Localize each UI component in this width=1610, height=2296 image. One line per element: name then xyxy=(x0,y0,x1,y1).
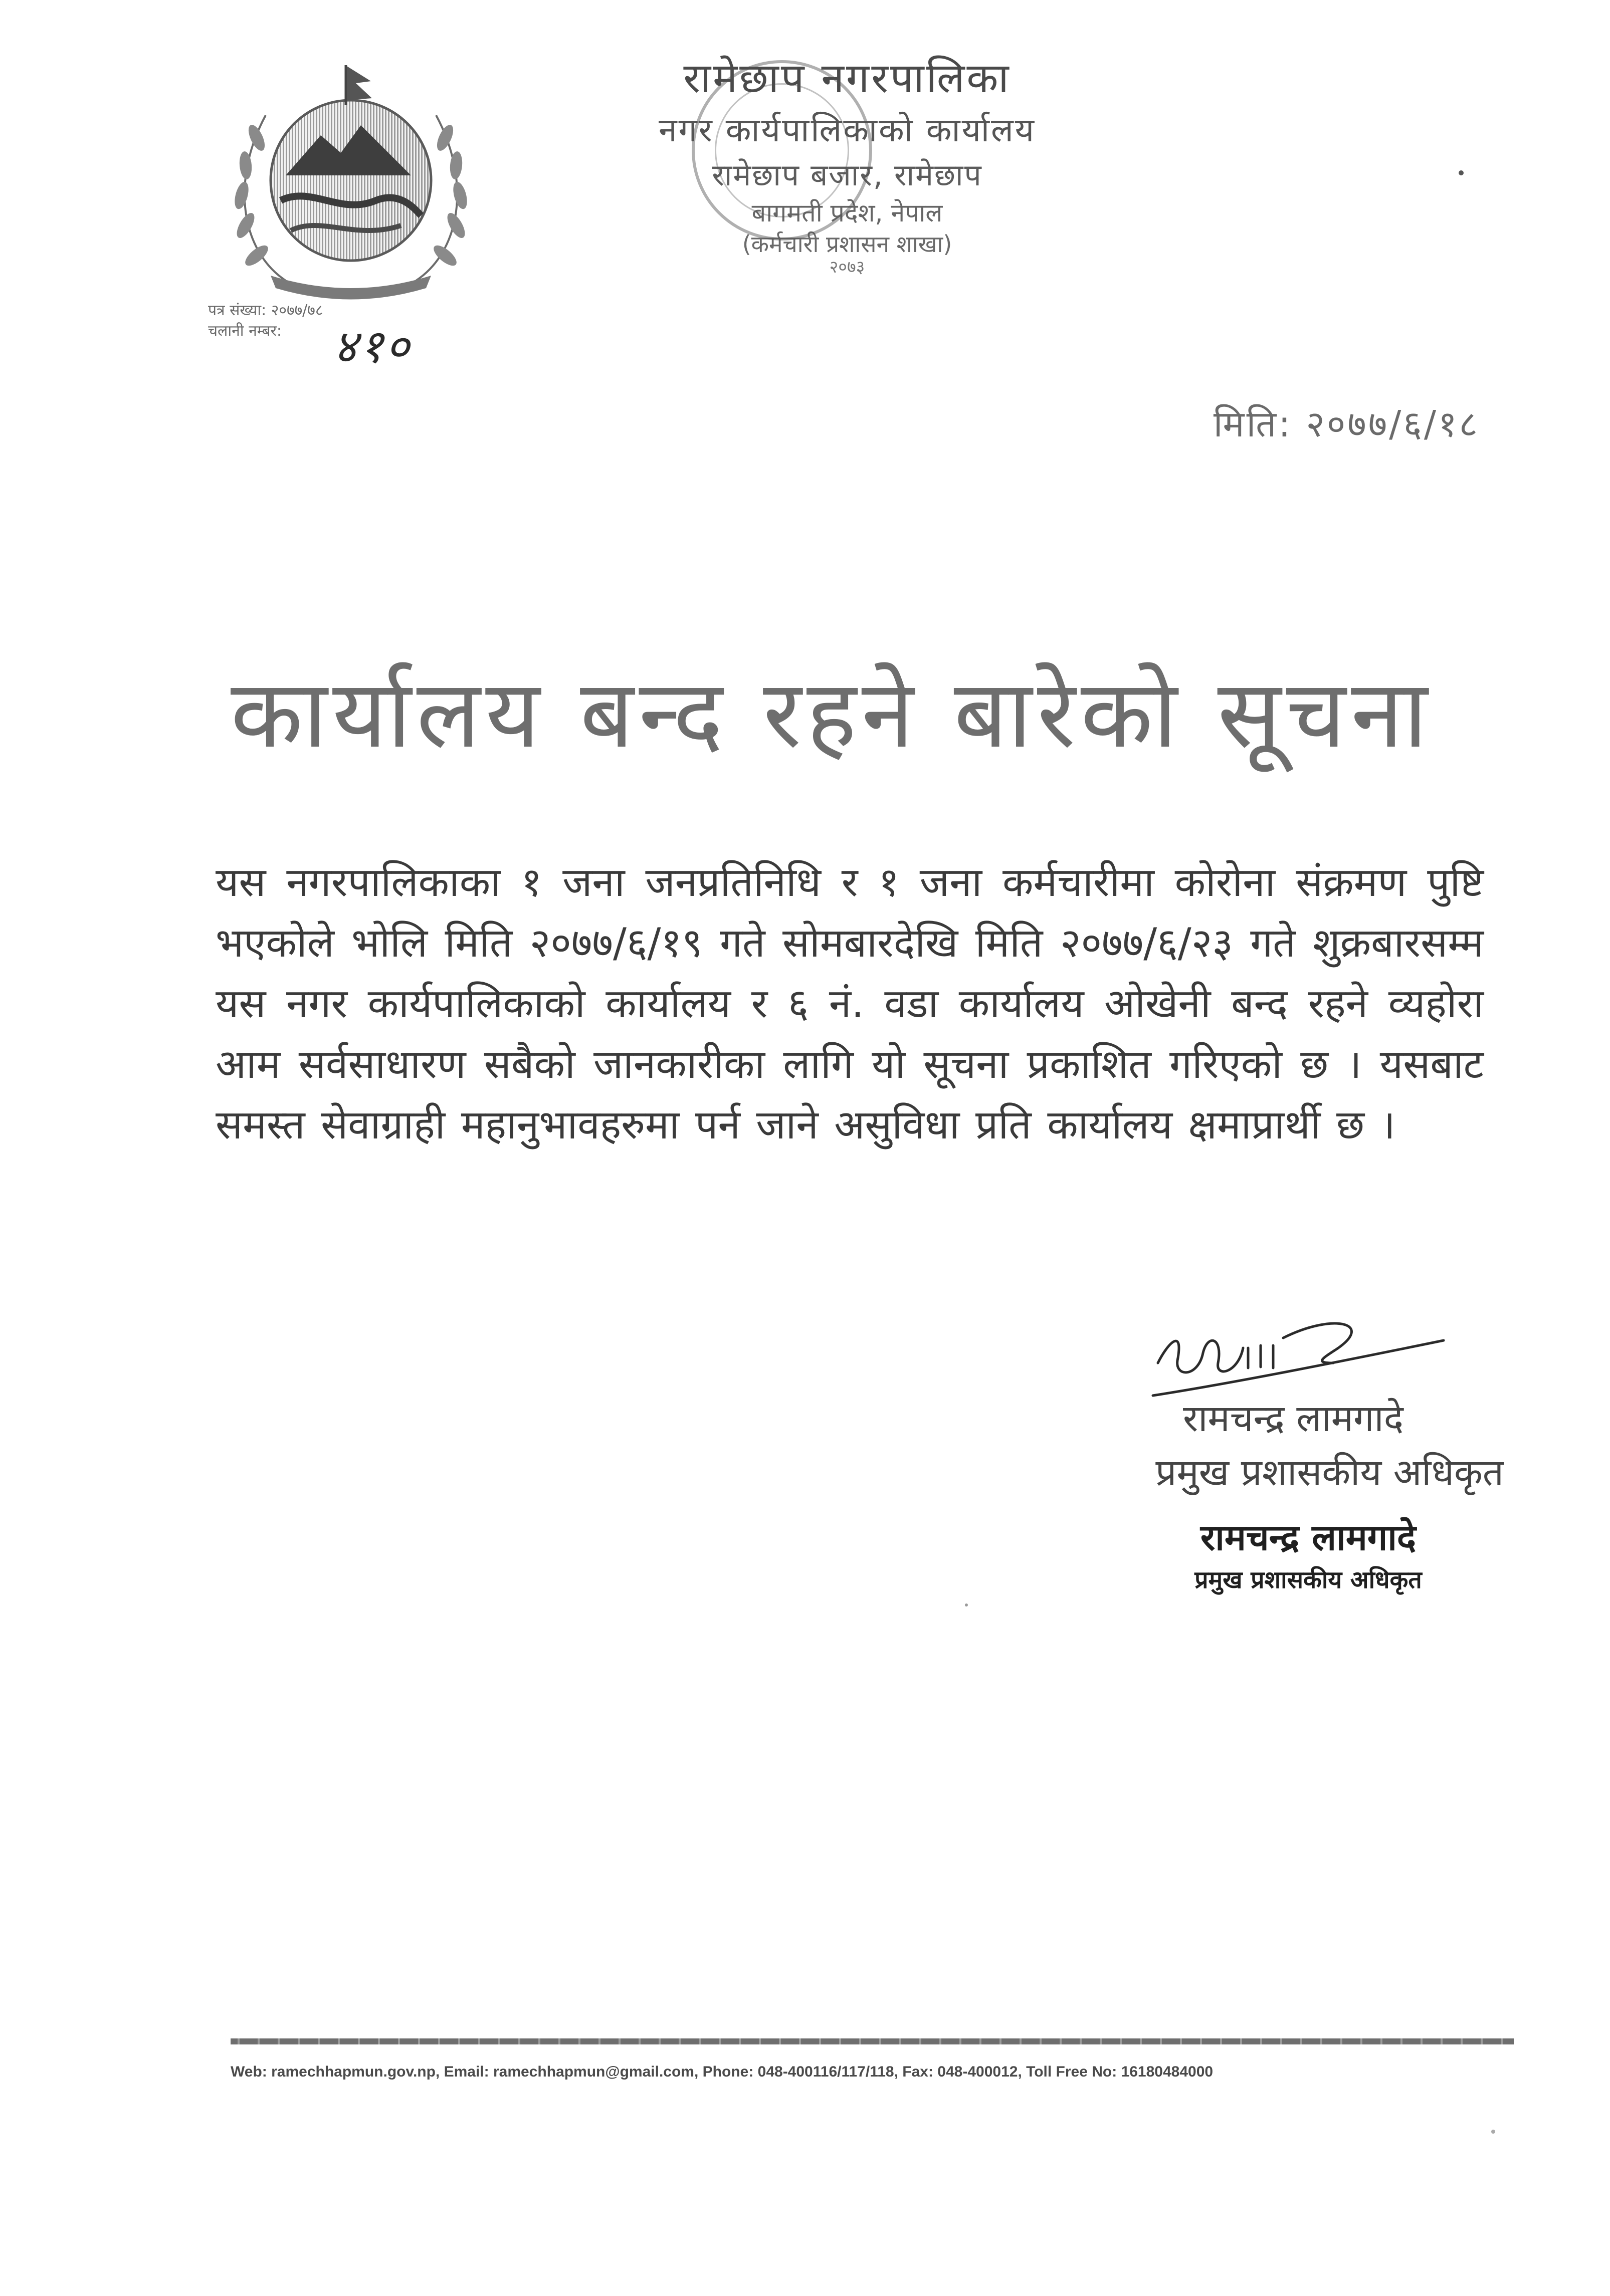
municipality-name: रामेछाप नगरपालिका xyxy=(683,55,1011,102)
nepal-emblem-icon xyxy=(211,50,491,301)
signatory-block xyxy=(1053,1393,1504,1501)
notice-date: मिति: २०७७/६/१८ xyxy=(1213,403,1480,445)
office-address: रामेछाप बजार, रामेछाप xyxy=(712,158,982,193)
scan-speck xyxy=(965,1603,968,1606)
province: बागमती प्रदेश, नेपाल xyxy=(751,198,943,228)
signatory-stamp xyxy=(1133,1513,1484,1598)
office-name: नगर कार्यपालिकाको कार्यालय xyxy=(659,111,1036,150)
notice-title: कार्यालय बन्द रहने बारेको सूचना xyxy=(231,659,1433,769)
reference-block xyxy=(208,301,412,373)
letterhead-code: २०७३ xyxy=(829,257,865,277)
signatory-name: रामचन्द्र लामगादे xyxy=(1182,1397,1404,1440)
scan-speck xyxy=(1459,170,1464,175)
office-stamp-icon xyxy=(692,60,872,241)
scan-speck xyxy=(1491,2130,1495,2134)
office-stamp-inner-ring xyxy=(715,83,849,217)
section-name: (कर्मचारी प्रशासन शाखा) xyxy=(742,230,952,258)
letter-number: पत्र संख्या: २०७७/७८ xyxy=(208,302,323,319)
signatory-title: प्रमुख प्रशासकीय अधिकृत xyxy=(1155,1451,1504,1494)
dispatch-number-handwritten: ४१० xyxy=(333,320,412,373)
footer-divider xyxy=(231,2038,1514,2044)
stamp-title: प्रमुख प्रशासकीय अधिकृत xyxy=(1194,1566,1422,1594)
footer-contact: Web: ramechhapmun.gov.np, Email: ramechhapmun@gmail.com, Phone: 048-400116/117/118, Fax: 048-400012, Toll Free No: 16180484000 xyxy=(231,2063,1214,2080)
stamp-name: रामचन्द्र लामगादे xyxy=(1200,1516,1417,1558)
notice-body: यस नगरपालिकाका १ जना जनप्रतिनिधि र १ जना कर्मचारीमा कोरोना संक्रमण पुष्टि भएकोले भोलि मिति २०७७/६/१९ गते सोमबारदेखि मिति २०७७/६/२३ गते शुक्रबारसम्म यस नगर कार्यपालिकाको कार्यालय र ६ नं. वडा कार्यालय ओखेनी बन्द रहने व्यहोरा आम सर्वसाधारण सबैको जानकारीका लागि यो सूचना प्रकाशित गरिएको छ । यसबाट समस्त सेवाग्राही महानुभावहरुमा पर्न जाने असुविधा प्रति कार्यालय क्षमाप्रार्थी छ । xyxy=(216,859,1484,1148)
dispatch-number-label: चलानी नम्बर: xyxy=(208,322,282,340)
